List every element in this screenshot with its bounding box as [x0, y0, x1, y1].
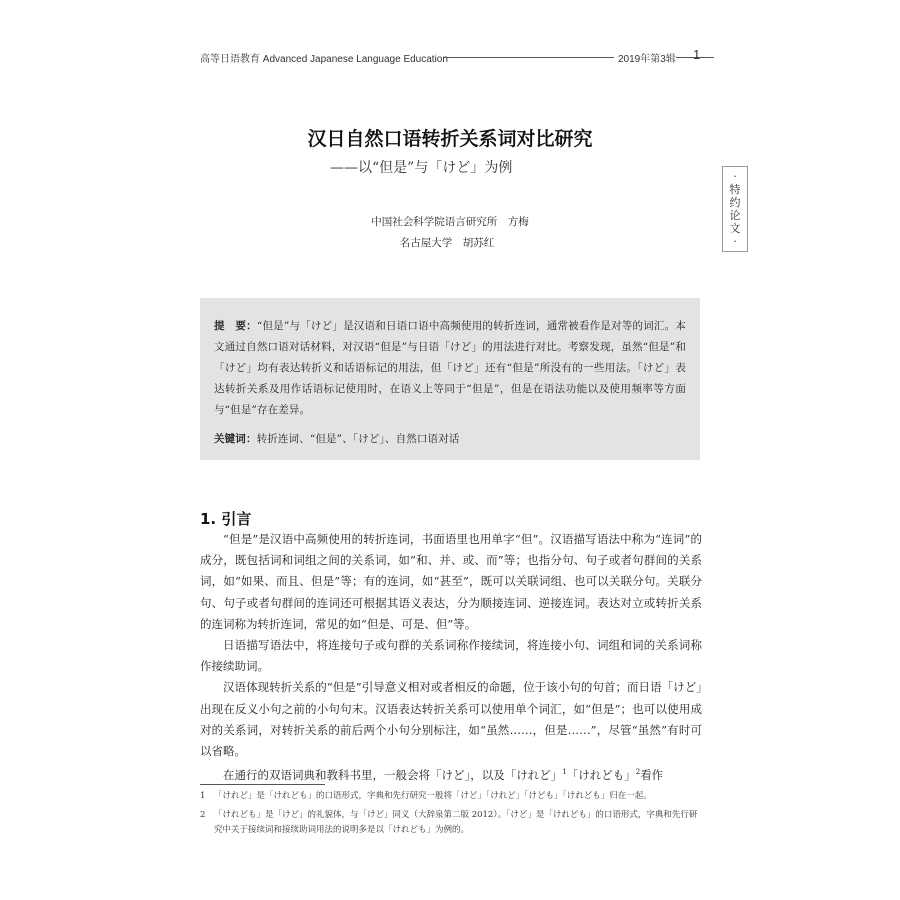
issue-label: 2019年第3辑	[614, 50, 676, 65]
section-heading: 1. 引言	[200, 510, 252, 528]
journal-name: 高等日语教育 Advanced Japanese Language Education	[200, 54, 448, 65]
footnote-text: 「けれども」是「けど」的礼貌体，与「けど」同义（大辞泉第二版 2012）。「けど」是「けれども」的口语形式，字典和先行研究中关于接续词和接续助词用法的说明多是以「けれども」为例的。	[214, 810, 698, 835]
footnote-number: 2	[200, 810, 206, 820]
paragraph-text: 在通行的双语词典和教科书里，一般会将「けど」，以及「けれど」	[223, 768, 563, 783]
footnote-text: 「けれど」是「けれども」的口语形式，字典和先行研究一般将「けど」「けれど」「けども」「けれども」归在一起。	[214, 791, 652, 801]
tab-char: ·	[733, 235, 737, 248]
keywords	[214, 429, 686, 450]
tab-char: ·	[733, 170, 737, 183]
abstract-text	[214, 316, 686, 421]
running-header	[200, 47, 702, 66]
paper-subtitle: ——以“但是”与「けど」为例	[330, 160, 513, 176]
author-line: 中国社会科学院语言研究所 方梅	[371, 216, 529, 228]
page-number: 1	[693, 47, 701, 62]
footnotes	[200, 789, 702, 842]
paragraph	[200, 762, 702, 786]
tab-char: 特	[729, 183, 741, 196]
keywords-label: 关键词：	[214, 433, 257, 445]
tab-char: 约	[729, 196, 741, 209]
paragraph-text: 看作	[640, 768, 664, 783]
abstract-body: “但是”与「けど」是汉语和日语口语中高频使用的转折连词，通常被看作是对等的词汇。本文通过自然口语对话材料，对汉语“但是”与日语「けど」的用法进行对比。考察发现，虽然“但是”和「けど」均有表达转折义和话语标记的用法，但「けど」还有“但是”所没有的一些用法。「けど」表达转折关系及用作话语标记使用时，在语义上等同于“但是”，但是在语法功能以及使用频率等方面与“但是”存在差异。	[214, 320, 686, 416]
footnote-rule	[200, 784, 325, 785]
paper-title: 汉日自然口语转折关系词对比研究	[307, 128, 593, 150]
tab-char: 文	[729, 222, 741, 235]
author-line: 名古屋大学 胡苏红	[399, 237, 495, 249]
keywords-list: 转折连词、“但是”、「けど」、自然口语对话	[256, 433, 460, 445]
body-text	[200, 529, 702, 786]
paragraph: “但是”是汉语中高频使用的转折连词，书面语里也用单字“但”。汉语描写语法中称为“连词”的成分，既包括词和词组之间的关系词，如“和、并、或、而”等；也指分句、句子或者句群间的关系词，如“如果、而且、但是”等；有的连词，如“甚至”，既可以关联词组、也可以关联分句。关联分句、句子或者句群间的连词还可根据其语义表达，分为顺接连词、逆接连词。表达对立或转折关系的连词称为转折连词，常见的如“但是、可是、但”等。	[200, 532, 702, 631]
footnote-ref[interactable]: 1	[562, 768, 567, 777]
footnote-ref[interactable]: 2	[635, 768, 641, 777]
paragraph: 日语描写语法中，将连接句子或句群的关系词称作接续词，将连接小句、词组和词的关系词称作接续助词。	[200, 638, 702, 674]
footnote	[200, 789, 702, 804]
abstract-label: 提 要：	[214, 320, 257, 332]
paragraph: 汉语体现转折关系的“但是”引导意义相对或者相反的命题，位于该小句的句首；而日语「けど」出现在反义小句之前的小句句末。汉语表达转折关系可以使用单个词汇，如“但是”；也可以使用成对的关系词，对转折关系的前后两个小句分别标注，如“虽然……，但是……”，尽管“虽然”有时可以省略。	[200, 680, 702, 759]
abstract-box	[200, 298, 700, 460]
paragraph-text: 「けれども」	[566, 768, 636, 783]
tab-char: 论	[729, 209, 741, 222]
footnote-number: 1	[200, 791, 206, 801]
footnote	[200, 808, 702, 838]
